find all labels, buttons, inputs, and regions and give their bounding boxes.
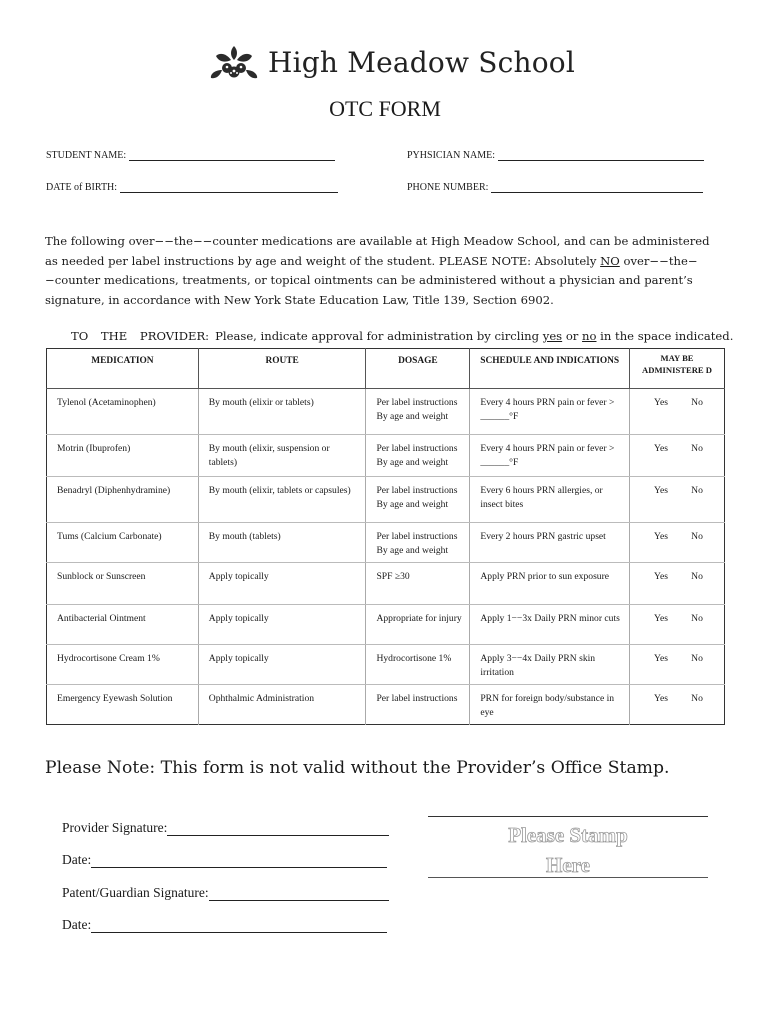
table-row (47, 685, 725, 725)
provider-instruction (71, 329, 733, 343)
provider-signature-field[interactable] (62, 820, 389, 836)
date-label-2: Date: (62, 917, 92, 932)
provider-no-word: no (582, 329, 597, 343)
provider-signature-label: Provider Signature: (62, 820, 168, 835)
route-cell: By mouth (elixir, tablets or capsules) (198, 477, 366, 523)
date-label-1: Date: (62, 852, 92, 867)
schedule-cell: Every 2 hours PRN gastric upset (470, 523, 630, 563)
medication-cell: Sunblock or Sunscreen (47, 563, 199, 605)
route-cell: By mouth (elixir, suspension or tablets) (198, 435, 366, 477)
dosage-cell: Appropriate for injury (366, 605, 470, 645)
medication-cell: Benadryl (Diphenhydramine) (47, 477, 199, 523)
flower-emblem-icon (208, 42, 260, 82)
school-name: High Meadow School (268, 45, 575, 79)
yes-option[interactable]: Yes (654, 531, 668, 542)
table-row (47, 645, 725, 685)
intro-no-word: NO (600, 253, 620, 268)
medication-cell: Motrin (Ibuprofen) (47, 435, 199, 477)
route-cell: Apply topically (198, 645, 366, 685)
table-row (47, 523, 725, 563)
stamp-text-line-2: Here (546, 853, 590, 877)
yes-option[interactable]: Yes (654, 443, 668, 454)
no-option[interactable]: No (691, 397, 703, 408)
stamp-area-top-rule (428, 816, 708, 817)
table-header-row (47, 349, 725, 389)
form-title: OTC FORM (329, 96, 441, 121)
phone-line[interactable] (491, 182, 703, 193)
yes-option[interactable]: Yes (654, 571, 668, 582)
table-row (47, 563, 725, 605)
yes-option[interactable]: Yes (654, 613, 668, 624)
medication-table (46, 348, 725, 725)
stamp-area-bottom-rule (428, 877, 708, 878)
schedule-cell: Every 4 hours PRN pain or fever > ______°F (470, 389, 630, 435)
guardian-signature-label: Patent/Guardian Signature: (62, 885, 209, 900)
guardian-signature-line[interactable] (209, 888, 389, 901)
schedule-cell: Apply PRN prior to sun exposure (470, 563, 630, 605)
route-cell: By mouth (elixir or tablets) (198, 389, 366, 435)
no-option[interactable]: No (691, 443, 703, 454)
date-line-1[interactable] (91, 855, 387, 868)
header-medication: MEDICATION (47, 349, 199, 389)
approval-cell (630, 523, 725, 563)
table-row (47, 389, 725, 435)
no-option[interactable]: No (691, 653, 703, 664)
table-row (47, 477, 725, 523)
student-name-line[interactable] (129, 150, 335, 161)
provider-yes-word: yes (542, 329, 563, 343)
dosage-cell: SPF ≥30 (366, 563, 470, 605)
stamp-text-line-1: Please Stamp (508, 823, 628, 847)
physician-name-line[interactable] (498, 150, 704, 161)
no-option[interactable]: No (691, 571, 703, 582)
provider-or-word: or (562, 329, 583, 343)
intro-text-2: over−−the−−counter medications, treatments, or topical ointments can be administered without a physician and parent’s signature, in accordance with New York State Education Law, Title 139, Section 6902. (45, 253, 698, 307)
route-cell: Ophthalmic Administration (198, 685, 366, 725)
medication-cell: Tums (Calcium Carbonate) (47, 523, 199, 563)
table-row (47, 605, 725, 645)
yes-option[interactable]: Yes (654, 693, 668, 704)
no-option[interactable]: No (691, 693, 703, 704)
approval-cell (630, 477, 725, 523)
dob-label: DATE of BIRTH: (46, 182, 118, 193)
dosage-cell: Per label instructions By age and weight (366, 389, 470, 435)
approval-cell (630, 645, 725, 685)
dob-line[interactable] (120, 182, 338, 193)
phone-field[interactable] (407, 182, 703, 193)
dosage-cell: Per label instructions By age and weight (366, 477, 470, 523)
no-option[interactable]: No (691, 485, 703, 496)
intro-paragraph (45, 232, 725, 310)
header-may-be-administered: MAY BE ADMINISTERE D (630, 349, 725, 389)
header-dosage: DOSAGE (366, 349, 470, 389)
medication-cell: Emergency Eyewash Solution (57, 693, 173, 704)
schedule-cell: PRN for foreign body/substance in eye (470, 685, 630, 725)
date-field-1[interactable] (62, 852, 387, 868)
approval-cell (630, 389, 725, 435)
header-schedule: SCHEDULE AND INDICATIONS (470, 349, 630, 389)
route-cell: Apply topically (198, 605, 366, 645)
route-cell: By mouth (tablets) (198, 523, 366, 563)
approval-cell (630, 435, 725, 477)
yes-option[interactable]: Yes (654, 485, 668, 496)
date-field-2[interactable] (62, 917, 387, 933)
dosage-cell: Per label instructions By age and weight (366, 523, 470, 563)
dosage-cell: Per label instructions By age and weight (366, 435, 470, 477)
date-line-2[interactable] (91, 920, 387, 933)
student-name-label: STUDENT NAME: (46, 150, 127, 161)
stamp-placeholder (428, 820, 708, 880)
medication-cell: Hydrocortisone Cream 1% (47, 645, 199, 685)
medication-cell: Antibacterial Ointment (47, 605, 199, 645)
approval-cell (630, 563, 725, 605)
guardian-signature-field[interactable] (62, 885, 389, 901)
schedule-cell: Every 6 hours PRN allergies, or insect bites (470, 477, 630, 523)
no-option[interactable]: No (691, 531, 703, 542)
dosage-cell: Per label instructions (366, 685, 470, 725)
approval-cell (630, 685, 725, 725)
student-name-field[interactable] (46, 150, 335, 161)
medication-cell: Tylenol (Acetaminophen) (47, 389, 199, 435)
approval-cell (630, 605, 725, 645)
schedule-cell: Apply 1−−3x Daily PRN minor cuts (470, 605, 630, 645)
route-cell: Apply topically (198, 563, 366, 605)
table-row (47, 435, 725, 477)
schedule-cell: Every 4 hours PRN pain or fever > ______°F (470, 435, 630, 477)
provider-instruction-lead: TO THE PROVIDER: (71, 329, 210, 343)
provider-instruction-text-2: in the space indicated. (596, 329, 734, 343)
school-logo (208, 42, 575, 82)
physician-name-field[interactable] (407, 150, 704, 161)
schedule-cell: Apply 3−−4x Daily PRN skin irritation (470, 645, 630, 685)
yes-option[interactable]: Yes (654, 653, 668, 664)
dosage-cell: Hydrocortisone 1% (366, 645, 470, 685)
intro-text-1: The following over−−the−−counter medications are available at High Meadow School, and can be administered as needed per label instructions by age and weight of the student. PLEASE NOTE: Absolutely (45, 234, 710, 268)
phone-label: PHONE NUMBER: (407, 182, 489, 193)
no-option[interactable]: No (691, 613, 703, 624)
stamp-requirement-note: Please Note: This form is not valid without the Provider’s Office Stamp. (45, 758, 670, 778)
dob-field[interactable] (46, 182, 338, 193)
provider-signature-line[interactable] (167, 823, 389, 836)
header-route: ROUTE (198, 349, 366, 389)
physician-name-label: PYHSICIAN NAME: (407, 150, 496, 161)
yes-option[interactable]: Yes (654, 397, 668, 408)
provider-instruction-text-1: Please, indicate approval for administration by circling (215, 329, 543, 343)
